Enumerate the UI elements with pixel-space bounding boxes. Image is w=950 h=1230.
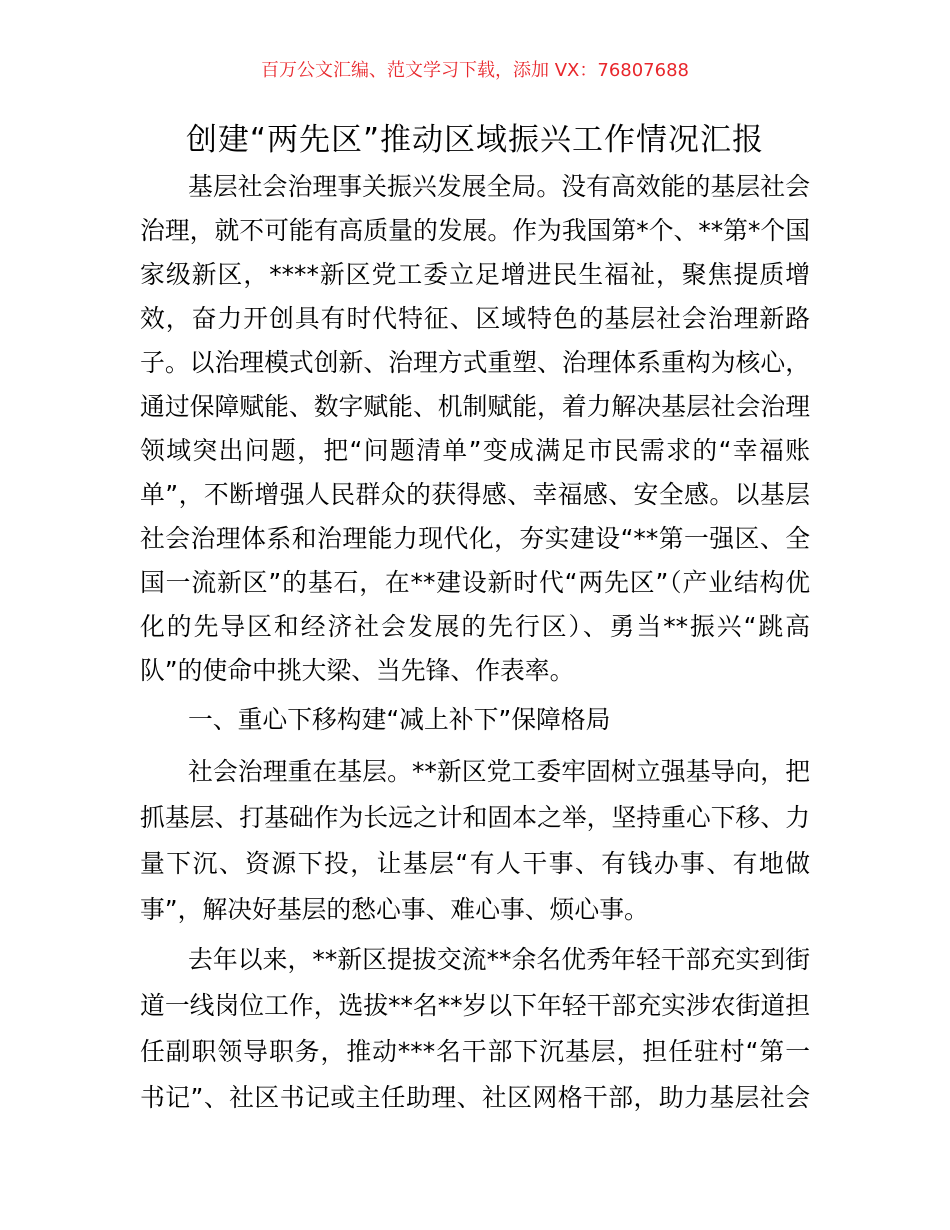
text-line: 社会治理重在基层。**新区党工委牢固树立强基导向，把 xyxy=(188,757,810,786)
text-line: 抓基层、打基础作为长远之计和固本之举，坚持重心下移、力 xyxy=(140,803,810,832)
document-title: 创建“两先区”推动区域振兴工作情况汇报 xyxy=(185,122,765,158)
text-line: 书记”、社区书记或主任助理、社区网格干部，助力基层社会 xyxy=(140,1083,810,1112)
paragraph-intro xyxy=(140,165,810,693)
text-line: 家级新区，****新区党工委立足增进民生福祉，聚焦提质增 xyxy=(140,260,810,289)
text-line: 领域突出问题，把“问题清单”变成满足市民需求的“幸福账 xyxy=(140,436,810,465)
section-heading xyxy=(140,697,810,743)
text-line: 队”的使命中挑大梁、当先锋、作表率。 xyxy=(140,656,575,685)
text-line: 治理，就不可能有高质量的发展。作为我国第*个、**第*个国 xyxy=(140,216,810,245)
text-line: 任副职领导职务，推动***名干部下沉基层，担任驻村“第一 xyxy=(140,1037,810,1066)
text-line: 量下沉、资源下投，让基层“有人干事、有钱办事、有地做 xyxy=(140,849,810,878)
paragraph-cadres xyxy=(140,937,810,1121)
text-line: 国一流新区”的基石，在**建设新时代“两先区”（产业结构优 xyxy=(140,568,810,597)
text-line: 社会治理体系和治理能力现代化，夯实建设“**第一强区、全 xyxy=(140,524,810,553)
text-line: 去年以来，**新区提拔交流**余名优秀年轻干部充实到街 xyxy=(188,945,810,974)
text-line: 单”，不断增强人民群众的获得感、幸福感、安全感。以基层 xyxy=(140,480,810,509)
text-line: 通过保障赋能、数字赋能、机制赋能，着力解决基层社会治理 xyxy=(140,392,810,421)
text-line: 效，奋力开创具有时代特征、区域特色的基层社会治理新路 xyxy=(140,304,810,333)
paragraph-base-governance xyxy=(140,749,810,933)
heading-text: 一、重心下移构建“减上补下”保障格局 xyxy=(188,705,611,734)
watermark-header: 百万公文汇编、范文学习下载，添加 VX：76807688 xyxy=(261,60,689,81)
text-line: 子。以治理模式创新、治理方式重塑、治理体系重构为核心， xyxy=(140,348,810,377)
text-line: 事”，解决好基层的愁心事、难心事、烦心事。 xyxy=(140,895,649,924)
text-line: 道一线岗位工作，选拔**名**岁以下年轻干部充实涉农街道担 xyxy=(140,991,810,1020)
text-line: 化的先导区和经济社会发展的先行区）、勇当**振兴“跳高 xyxy=(140,612,810,641)
text-line: 基层社会治理事关振兴发展全局。没有高效能的基层社会 xyxy=(188,172,810,201)
